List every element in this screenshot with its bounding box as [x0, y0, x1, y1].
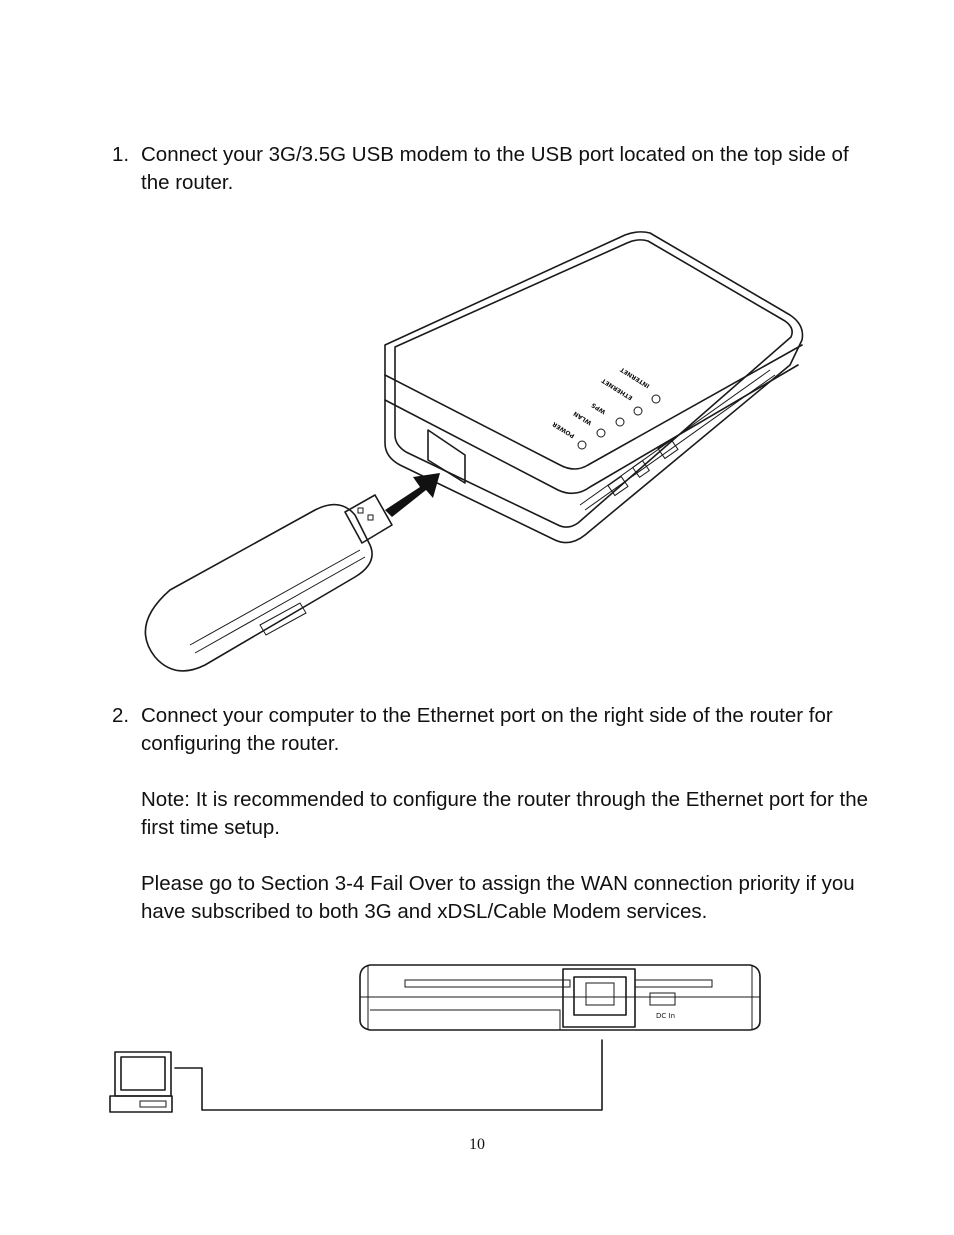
- step-1: [112, 141, 872, 197]
- step-body: [141, 141, 872, 197]
- step-body: [141, 702, 872, 926]
- svg-text:ETHERNET: ETHERNET: [600, 376, 635, 402]
- failover-text: Please go to Section 3-4 Fail Over to assign the WAN connection priority if you have subscribed to both 3G and xDSL/Cable Modem services.: [141, 872, 855, 923]
- ethernet-cable: [175, 1040, 602, 1110]
- router-side-view: [360, 965, 760, 1030]
- led-power: [578, 441, 586, 449]
- step-2-text: Connect your computer to the Ethernet port on the right side of the router for configuring the router.: [141, 704, 833, 755]
- led-wlan: [597, 429, 605, 437]
- svg-text:POWER: POWER: [551, 420, 577, 440]
- dc-in-label: DC In: [656, 1012, 676, 1020]
- usb-modem: [145, 505, 372, 671]
- svg-text:WPS: WPS: [590, 401, 608, 416]
- svg-text:WLAN: WLAN: [572, 409, 594, 427]
- step-number: 1.: [112, 143, 130, 166]
- insert-arrow-icon: [385, 473, 440, 517]
- usb-modem-router-illustration: [130, 225, 820, 675]
- page-number: 10: [469, 1136, 485, 1153]
- led-wps: [616, 418, 624, 426]
- router-body: [385, 232, 803, 543]
- ethernet-connection-illustration: [100, 955, 780, 1125]
- led-ethernet: [634, 407, 642, 415]
- led-labels: [551, 365, 651, 439]
- step-number: 2.: [112, 704, 130, 727]
- led-internet: [652, 395, 660, 403]
- step-2: [112, 702, 872, 926]
- step-1-text: Connect your 3G/3.5G USB modem to the USB port located on the top side of the router.: [141, 143, 849, 194]
- note-text: Note: It is recommended to configure the router through the Ethernet port for the first time setup.: [141, 788, 869, 839]
- computer-icon: [110, 1052, 172, 1112]
- dc-in-port-icon: [650, 993, 675, 1005]
- svg-text:INTERNET: INTERNET: [619, 365, 652, 390]
